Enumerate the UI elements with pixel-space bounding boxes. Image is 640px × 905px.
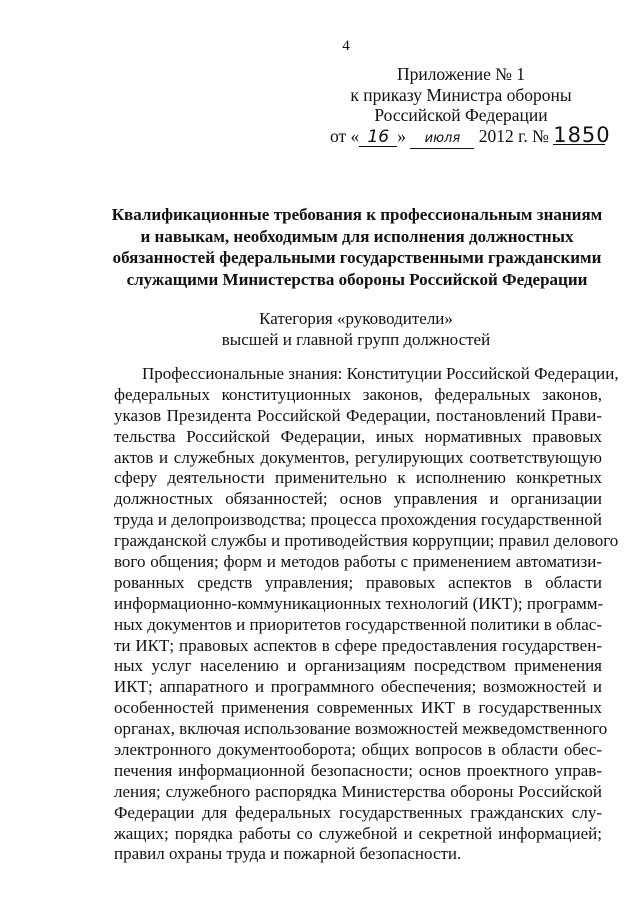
category-line: Категория «руководители» (259, 309, 453, 328)
order-year: 2012 г. № (478, 125, 549, 146)
body-line: указов Президента Российской Федерации, постановлений Прави- (114, 405, 602, 425)
title-line: обязанностей федеральными государственными гражданскими (112, 248, 602, 267)
order-number-handwritten: 1850 (553, 122, 611, 147)
body-line: вого общения; форм и методов работы с применением автоматизи- (114, 552, 602, 572)
order-date-line (330, 122, 611, 149)
order-quote-close: » (397, 125, 407, 146)
body-line: федеральных конституционных законов, федеральных законов, (114, 384, 602, 404)
body-line: органах, включая использование возможностей межведомственного (114, 719, 608, 739)
body-line: правил охраны труда и пожарной безопасности. (114, 844, 462, 864)
appendix-order-ref: к приказу Министра обороны (350, 84, 572, 105)
body-line: тельства Российской Федерации, иных нормативных правовых (114, 426, 602, 446)
appendix-header (330, 64, 611, 149)
title-line: служащими Министерства обороны Российской Федерации (126, 269, 588, 289)
page-number: 4 (342, 38, 350, 54)
body-line: должностных обязанностей; основ управления и организации (114, 489, 602, 509)
body-line: электронного документооборота; общих вопросов в области обес- (114, 740, 602, 760)
order-prefix: от « (330, 125, 360, 146)
body-line: ных документов и приоритетов государственной политики в облас- (114, 614, 602, 634)
body-line: рованных средств управления; правовых аспектов в области (114, 572, 602, 592)
body-line: жащих; порядка работы со служебной и секретной информацией; (114, 823, 602, 843)
body-line: печения информационной безопасности; основ проектного управ- (114, 760, 602, 780)
document-title (80, 204, 634, 290)
body-line: гражданской службы и противодействия коррупции; правил делового (114, 531, 619, 551)
body-line: ления; служебного распорядка Министерства обороны Российской (114, 781, 602, 801)
order-month-handwritten: июля (410, 130, 474, 149)
body-line: ти ИКТ; правовых аспектов в сфере предоставления государствен- (114, 635, 602, 655)
appendix-title: Приложение № 1 (396, 64, 526, 84)
order-day-handwritten: 16 (359, 128, 397, 147)
body-line: информационно-коммуникационных технологий (ИКТ); программ- (114, 593, 604, 613)
body-paragraph (114, 364, 619, 865)
body-line: сферу деятельности применительно к исполнению конкретных (114, 468, 602, 488)
body-line: Федерации для федеральных государственных гражданских слу- (114, 802, 602, 822)
body-line: ных услуг населению и организациям посредством применения (114, 656, 602, 676)
category-heading (96, 308, 616, 350)
appendix-org: Российской Федерации (374, 105, 548, 125)
title-line: и навыкам, необходимым для исполнения должностных (140, 226, 574, 246)
body-line: актов и служебных документов, регулирующих соответствующую (114, 447, 602, 467)
category-group-line: высшей и главной групп должностей (221, 330, 491, 349)
body-line: Профессиональные знания: Конституции Российской Федерации, (142, 364, 619, 383)
body-line: особенностей применения современных ИКТ в государственных (114, 698, 602, 718)
body-line: труда и делопроизводства; процесса прохождения государственной (114, 510, 602, 530)
body-line: ИКТ; аппаратного и программного обеспечения; возможностей и (114, 677, 602, 697)
title-line: Квалификационные требования к профессиональным знаниям (111, 205, 603, 224)
